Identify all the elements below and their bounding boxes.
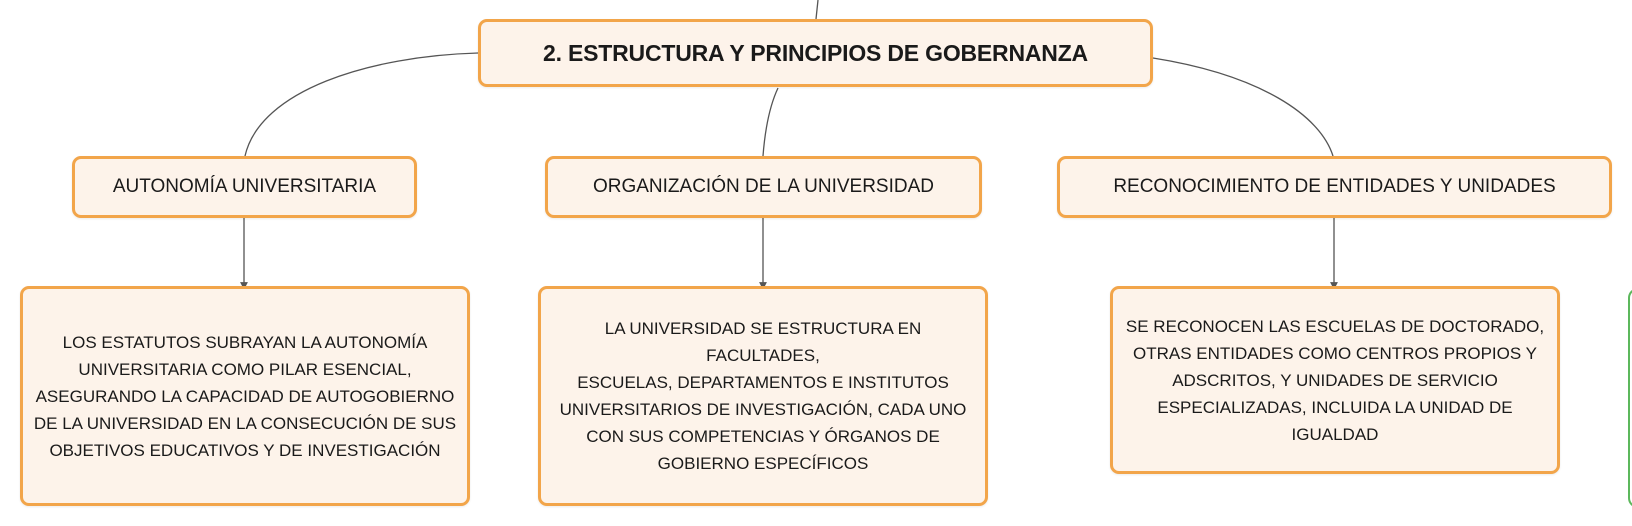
- category-node-organizacion[interactable]: [545, 156, 982, 218]
- description-node-organizacion[interactable]: [538, 286, 988, 506]
- root-title: 2. ESTRUCTURA Y PRINCIPIOS DE GOBERNANZA: [543, 39, 1088, 66]
- category-label: ORGANIZACIÓN DE LA UNIVERSIDAD: [592, 176, 934, 197]
- category-node-autonomia[interactable]: [72, 156, 417, 218]
- description-text: LOS ESTATUTOS SUBRAYAN LA AUTONOMÍA UNIVERSITARIA COMO PILAR ESENCIAL, ASEGURANDO LA CAPACIDAD DE AUTOGOBIERNO DE LA UNIVERSIDAD EN LA CONSECUCIÓN DE SUS OBJETIVOS EDUCATIVOS Y DE INVESTIGACIÓN: [33, 332, 457, 460]
- category-label: RECONOCIMIENTO DE ENTIDADES Y UNIDADES: [1113, 176, 1556, 197]
- category-label: AUTONOMÍA UNIVERSITARIA: [112, 176, 377, 197]
- description-text: SE RECONOCEN LAS ESCUELAS DE DOCTORADO, OTRAS ENTIDADES COMO CENTROS PROPIOS Y ADSCRITOS, Y UNIDADES DE SERVICIO ESPECIALIZADAS, INCLUIDA LA UNIDAD DE IGUALDAD: [1125, 316, 1545, 444]
- connector-root-to-cat-1: [245, 53, 478, 156]
- partial-offscreen-node[interactable]: [1628, 288, 1632, 508]
- root-node[interactable]: [478, 19, 1153, 87]
- category-node-reconocimiento[interactable]: [1057, 156, 1612, 218]
- connector-root-to-cat-3: [1153, 58, 1333, 156]
- connector-root-to-cat-2: [763, 88, 778, 156]
- description-node-autonomia[interactable]: [20, 286, 470, 506]
- connector-incoming: [816, 0, 818, 19]
- description-text: LA UNIVERSIDAD SE ESTRUCTURA EN FACULTADES, ESCUELAS, DEPARTAMENTOS E INSTITUTOS UNIVERSITARIOS DE INVESTIGACIÓN, CADA UNO CON SUS COMPETENCIAS Y ÓRGANOS DE GOBIERNO ESPECÍFICOS: [559, 319, 967, 473]
- description-node-reconocimiento[interactable]: [1110, 286, 1560, 474]
